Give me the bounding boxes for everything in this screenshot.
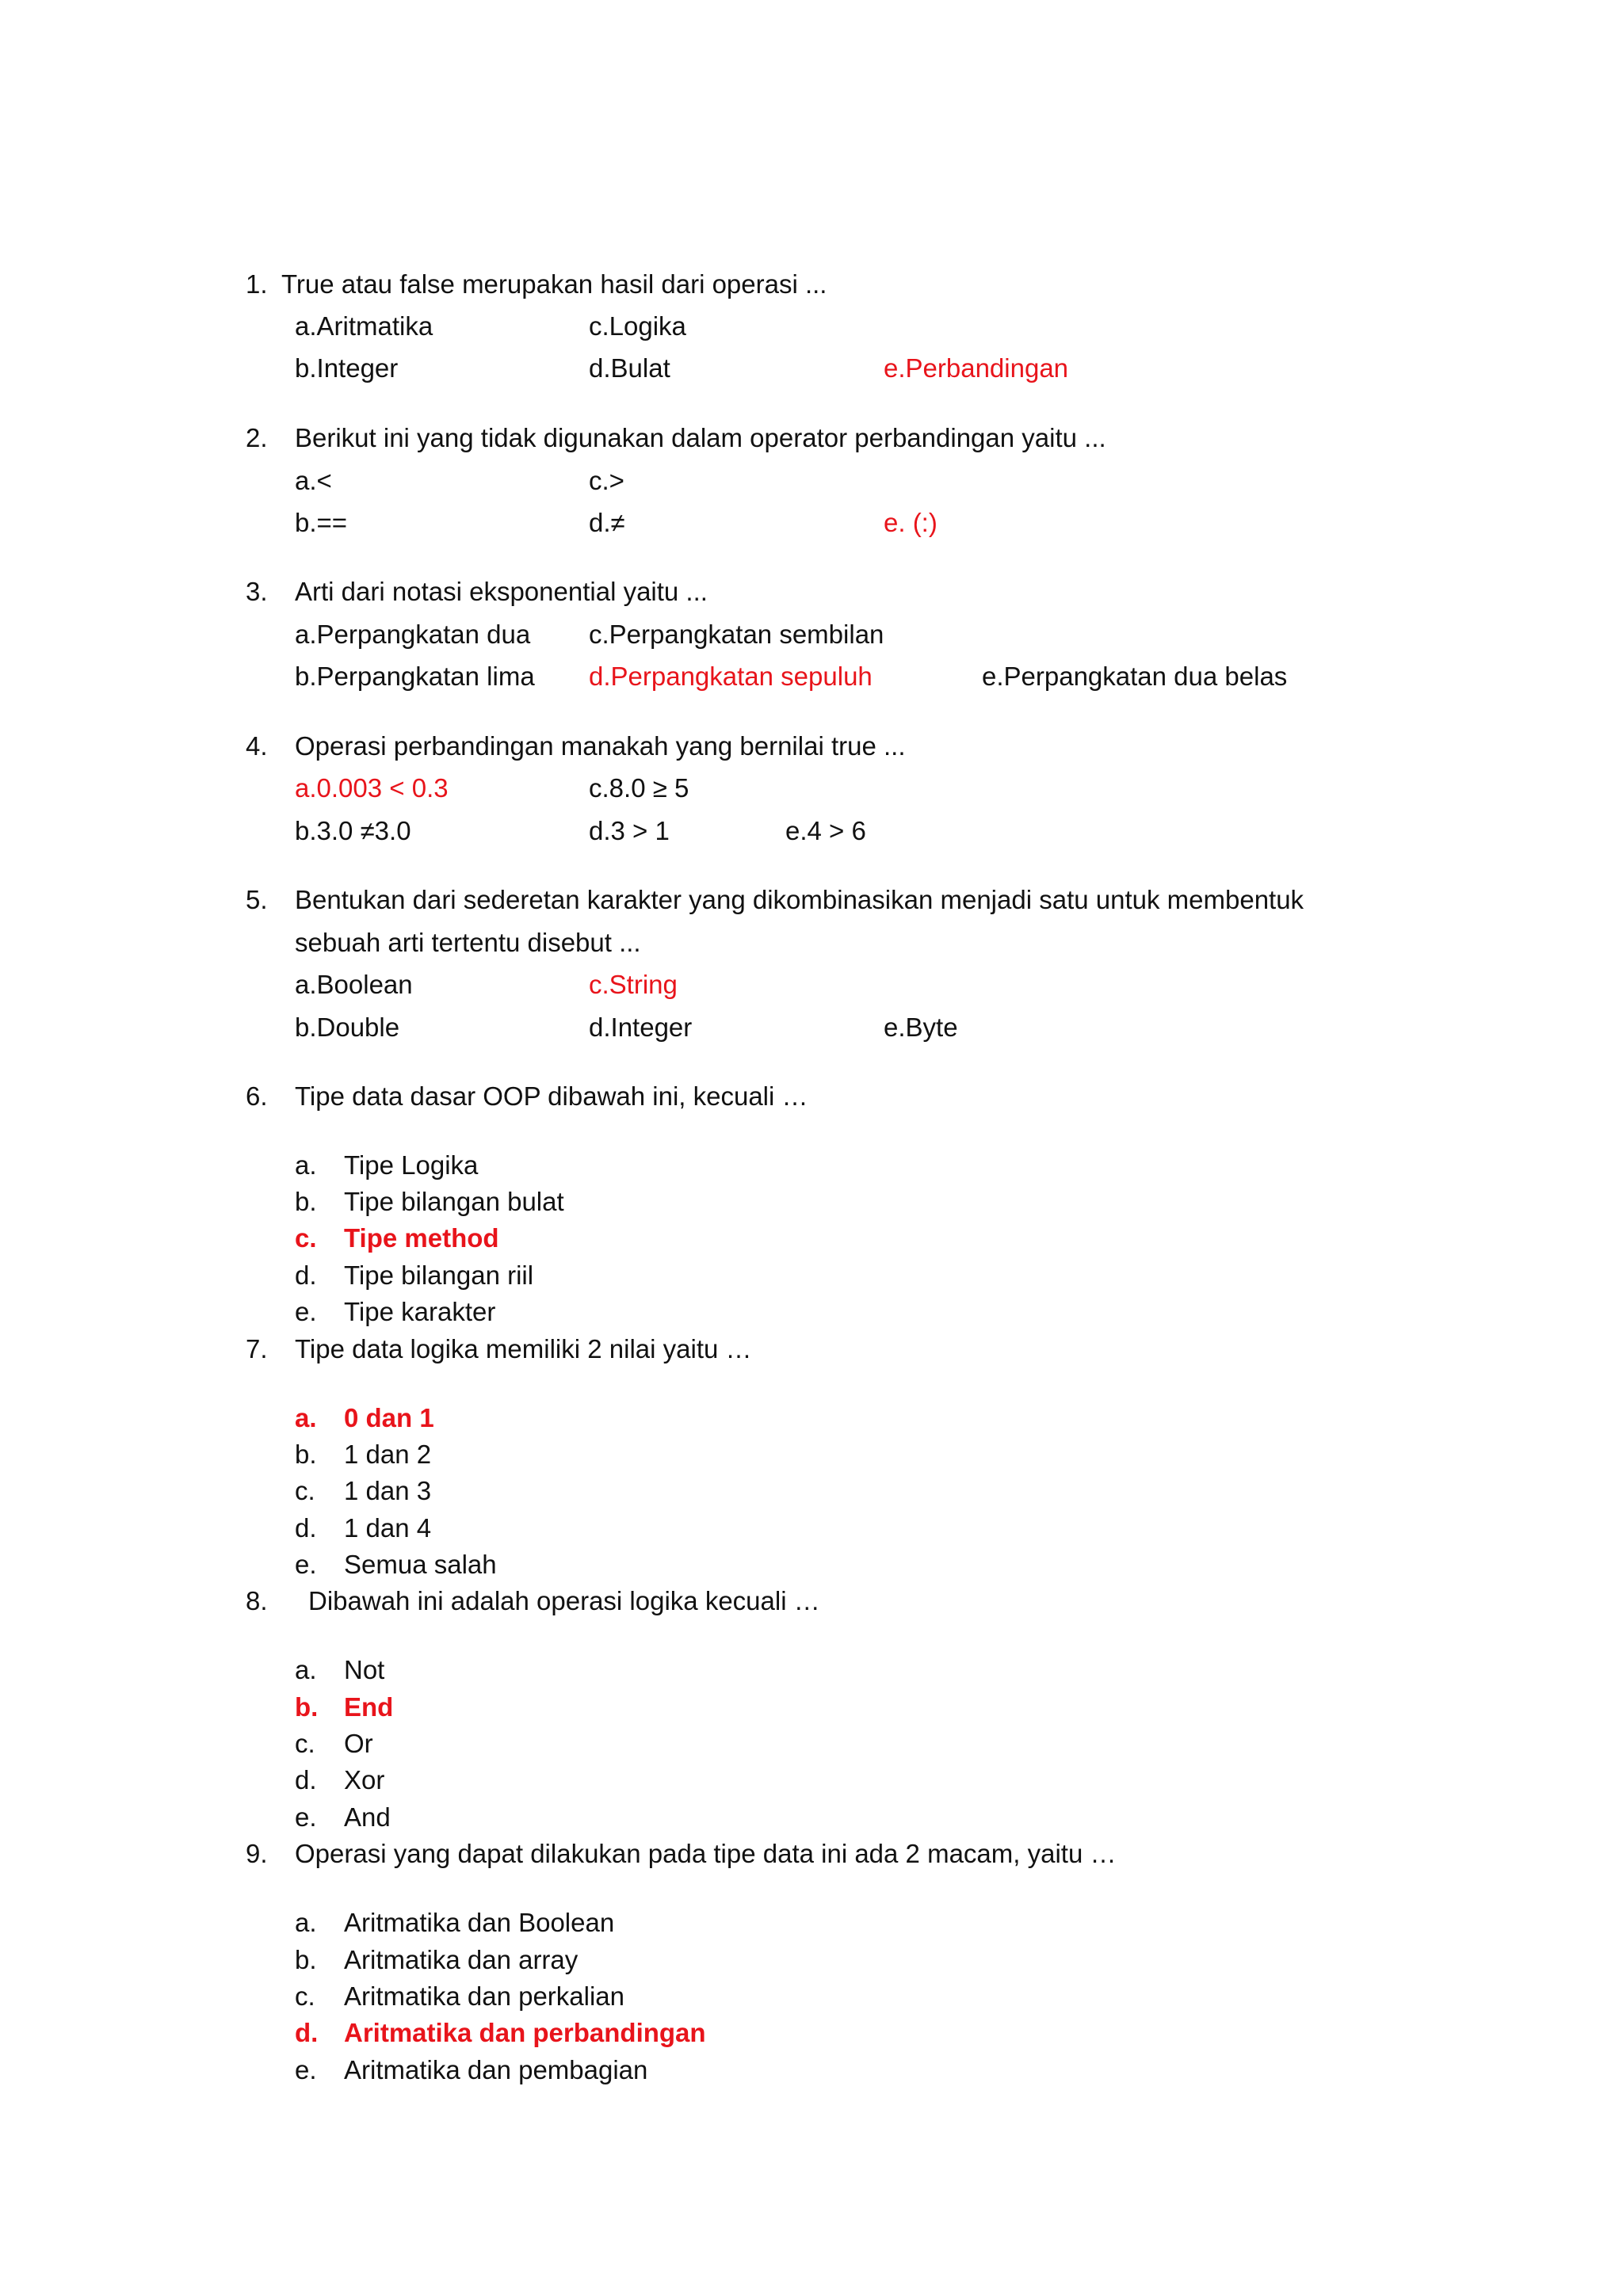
- answer-option: Tipe bilangan riil: [344, 1261, 534, 1290]
- answer-option: 1 dan 2: [344, 1440, 432, 1469]
- answer-option: e.Perpangkatan dua belas: [982, 662, 1288, 691]
- question-number: 5.: [246, 885, 268, 914]
- answer-option: b.==: [295, 508, 348, 537]
- option-letter: d.: [295, 1765, 317, 1794]
- correct-option-letter: b.: [295, 1692, 319, 1722]
- option-letter: b.: [295, 1187, 317, 1216]
- answer-option: b.Double: [295, 1013, 400, 1042]
- correct-answer-option: End: [344, 1692, 394, 1722]
- question-text: Dibawah ini adalah operasi logika kecuali …: [308, 1586, 820, 1615]
- option-letter: a.: [295, 1908, 317, 1937]
- question-text: Arti dari notasi eksponential yaitu ...: [295, 577, 708, 606]
- answer-option: And: [344, 1802, 391, 1832]
- option-letter: e.: [295, 2055, 317, 2084]
- question-text: Berikut ini yang tidak digunakan dalam operator perbandingan yaitu ...: [295, 423, 1106, 452]
- answer-option: Xor: [344, 1765, 385, 1794]
- question-number: 2.: [246, 423, 268, 452]
- correct-answer-option: c.String: [589, 970, 678, 999]
- correct-answer-option: 0 dan 1: [344, 1403, 434, 1432]
- option-letter: e.: [295, 1550, 317, 1579]
- question-text: Operasi yang dapat dilakukan pada tipe data ini ada 2 macam, yaitu …: [295, 1839, 1117, 1868]
- option-letter: c.: [295, 1981, 315, 2011]
- answer-option: a.<: [295, 466, 332, 495]
- answer-option: c.Logika: [589, 311, 686, 341]
- option-letter: e.: [295, 1802, 317, 1832]
- answer-option: Tipe bilangan bulat: [344, 1187, 564, 1216]
- question-text: Bentukan dari sederetan karakter yang dikombinasikan menjadi satu untuk membentuk: [295, 885, 1304, 914]
- answer-option: Aritmatika dan Boolean: [344, 1908, 615, 1937]
- answer-option: b.3.0 ≠3.0: [295, 816, 411, 845]
- question-text: Tipe data dasar OOP dibawah ini, kecuali …: [295, 1081, 808, 1111]
- option-letter: c.: [295, 1476, 315, 1505]
- correct-answer-option: d.Perpangkatan sepuluh: [589, 662, 873, 691]
- question-number: 7.: [246, 1334, 268, 1363]
- answer-option: a.Aritmatika: [295, 311, 433, 341]
- correct-answer-option: e. (:): [884, 508, 938, 537]
- answer-option: Or: [344, 1729, 373, 1758]
- answer-option: d.Bulat: [589, 353, 670, 383]
- question-number: 1.: [246, 269, 268, 299]
- correct-answer-option: Aritmatika dan perbandingan: [344, 2018, 706, 2047]
- answer-option: 1 dan 4: [344, 1513, 432, 1543]
- answer-option: a.Boolean: [295, 970, 413, 999]
- option-letter: e.: [295, 1297, 317, 1326]
- option-letter: c.: [295, 1729, 315, 1758]
- question-text-continued: sebuah arti tertentu disebut ...: [295, 928, 641, 957]
- question-number: 8.: [246, 1586, 268, 1615]
- option-letter: b.: [295, 1440, 317, 1469]
- correct-option-letter: d.: [295, 2018, 319, 2047]
- answer-option: Tipe karakter: [344, 1297, 496, 1326]
- answer-option: d.3 > 1: [589, 816, 670, 845]
- option-letter: d.: [295, 1261, 317, 1290]
- correct-answer-option: a.0.003 < 0.3: [295, 773, 449, 803]
- answer-option: c.>: [589, 466, 624, 495]
- answer-option: Aritmatika dan perkalian: [344, 1981, 625, 2011]
- question-text: Tipe data logika memiliki 2 nilai yaitu …: [295, 1334, 752, 1363]
- answer-option: b.Integer: [295, 353, 399, 383]
- question-number: 9.: [246, 1839, 268, 1868]
- option-letter: d.: [295, 1513, 317, 1543]
- answer-option: d.≠: [589, 508, 625, 537]
- answer-option: Aritmatika dan pembagian: [344, 2055, 648, 2084]
- option-letter: a.: [295, 1150, 317, 1180]
- answer-option: a.Perpangkatan dua: [295, 620, 531, 649]
- question-number: 6.: [246, 1081, 268, 1111]
- answer-option: Semua salah: [344, 1550, 497, 1579]
- answer-option: b.Perpangkatan lima: [295, 662, 535, 691]
- correct-answer-option: Tipe method: [344, 1223, 499, 1253]
- option-letter: b.: [295, 1945, 317, 1974]
- answer-option: Not: [344, 1655, 385, 1684]
- option-letter: a.: [295, 1655, 317, 1684]
- answer-option: c.8.0 ≥ 5: [589, 773, 689, 803]
- answer-option: Aritmatika dan array: [344, 1945, 579, 1974]
- answer-option: Tipe Logika: [344, 1150, 479, 1180]
- question-text: True atau false merupakan hasil dari operasi ...: [281, 269, 827, 299]
- answer-option: e.4 > 6: [785, 816, 866, 845]
- answer-option: c.Perpangkatan sembilan: [589, 620, 884, 649]
- answer-option: 1 dan 3: [344, 1476, 432, 1505]
- answer-option: e.Byte: [884, 1013, 958, 1042]
- question-number: 3.: [246, 577, 268, 606]
- correct-option-letter: a.: [295, 1403, 317, 1432]
- answer-option: d.Integer: [589, 1013, 693, 1042]
- question-text: Operasi perbandingan manakah yang bernilai true ...: [295, 731, 906, 761]
- question-number: 4.: [246, 731, 268, 761]
- correct-answer-option: e.Perbandingan: [884, 353, 1069, 383]
- correct-option-letter: c.: [295, 1223, 317, 1253]
